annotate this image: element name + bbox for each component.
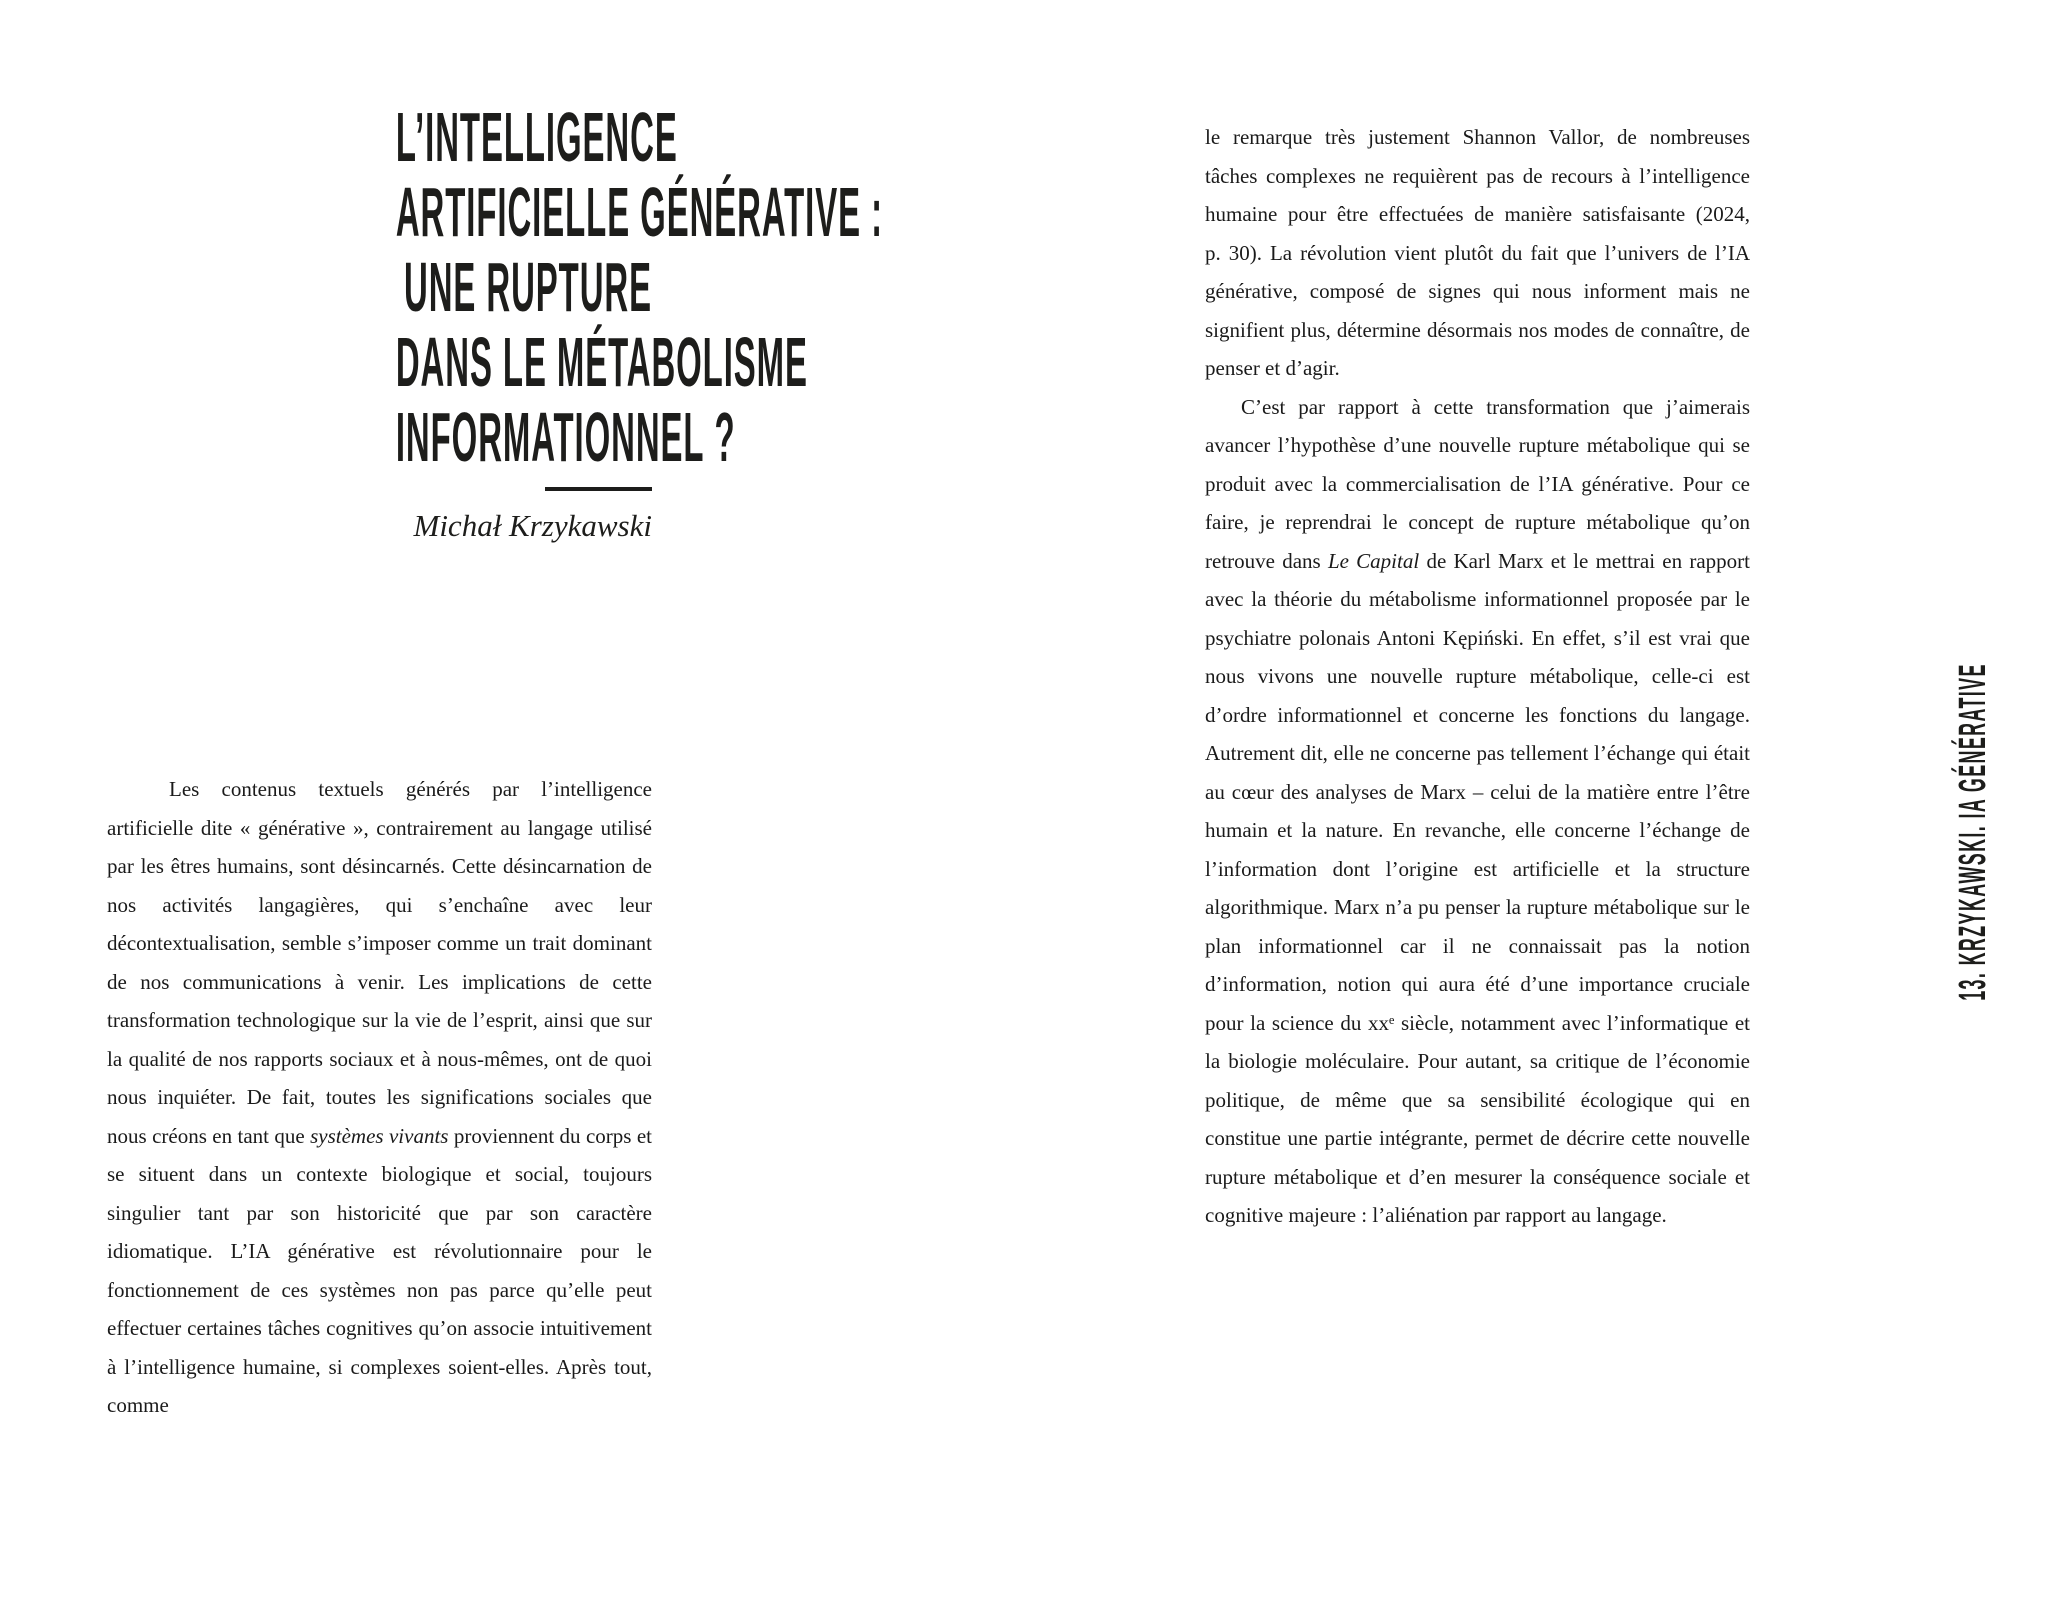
chapter-title xyxy=(107,98,884,476)
chapter-title-line-3: UNE RUPTURE xyxy=(404,248,652,326)
chapter-title-line-2: ARTIFICIELLE GÉNÉRATIVE : xyxy=(395,173,884,251)
right-paragraph-1: le remarque très justement Shannon Vallor, de nombreuses tâches complexes ne requièrent pas de recours à l’intelligence humaine pour être effectuées de manière satisfaisante (2024, p. 30). La révolution vient plutôt du fait que l’univers de l’IA générative, composé de signes qui nous informent mais ne signifient plus, détermine désormais nos modes de connaître, de penser et d’agir. xyxy=(1205,125,1750,380)
title-divider-rule xyxy=(545,487,652,491)
left-paragraph: Les contenus textuels générés par l’intelligence artificielle dite « générative », contrairement au langage utilisé par les êtres humains, sont désincarnés. Cette désincarnation de nos activités langagières, qui s’enchaîne avec leur décontextualisation, semble s’imposer comme un trait dominant de nos communications à venir. Les implications de cette transformation technologique sur la vie de l’esprit, ainsi que sur la qualité de nos rapports sociaux et à nous-mêmes, ont de quoi nous inquiéter. De fait, toutes les significations sociales que nous créons en tant que systèmes vivants proviennent du corps et se situent dans un contexte biologique et social, toujours singulier tant par son historicité que par son caractère idiomatique. L’IA générative est révolutionnaire pour le fonctionnement de ces systèmes non pas parce qu’elle peut effectuer certaines tâches cognitives qu’on associe intuitivement à l’intelligence humaine, si complexes soient-elles. Après tout, comme xyxy=(107,777,652,1417)
chapter-title-line-1: L’INTELLIGENCE xyxy=(395,98,678,176)
left-page-body xyxy=(107,770,652,1425)
right-paragraph-2: C’est par rapport à cette transformation que j’aimerais avancer l’hypothèse d’une nouvelle rupture métabolique qui se produit avec la commercialisation de l’IA générative. Pour ce faire, je reprendrai le concept de rupture métabolique qu’on retrouve dans Le Capital de Karl Marx et le mettrai en rapport avec la théorie du métabolisme informationnel proposée par le psychiatre polonais Antoni Kępiński. En effet, s’il est vrai que nous vivons une nouvelle rupture métabolique, celle-ci est d’ordre informationnel et concerne les fonctions du langage. Autrement dit, elle ne concerne pas tellement l’échange qui était au cœur des analyses de Marx – celui de la matière entre l’être humain et la nature. En revanche, elle concerne l’échange de l’information dont l’origine est artificielle et la structure algorithmique. Marx n’a pu penser la rupture métabolique sur le plan informationnel car il ne connaissait pas la notion d’information, notion qui aura été d’une importance cruciale pour la science du xxᵉ siècle, notamment avec l’informatique et la biologie moléculaire. Pour autant, sa critique de l’économie politique, de même que sa sensibilité écologique qui en constitue une partie intégrante, permet de décrire cette nouvelle rupture métabolique et d’en mesurer la conséquence sociale et cognitive majeure : l’aliénation par rapport au langage. xyxy=(1205,394,1750,1227)
chapter-title-line-4: DANS LE MÉTABOLISME xyxy=(395,323,808,401)
chapter-header xyxy=(107,98,884,545)
chapter-title-line-5: INFORMATIONNEL ? xyxy=(395,398,736,476)
author-name: Michał Krzykawski xyxy=(413,508,652,543)
chapter-edge-tab: 13. KRZYKAWSKI. IA GÉNÉRATIVE xyxy=(1952,663,1994,1001)
right-page-body xyxy=(1205,118,1750,1235)
